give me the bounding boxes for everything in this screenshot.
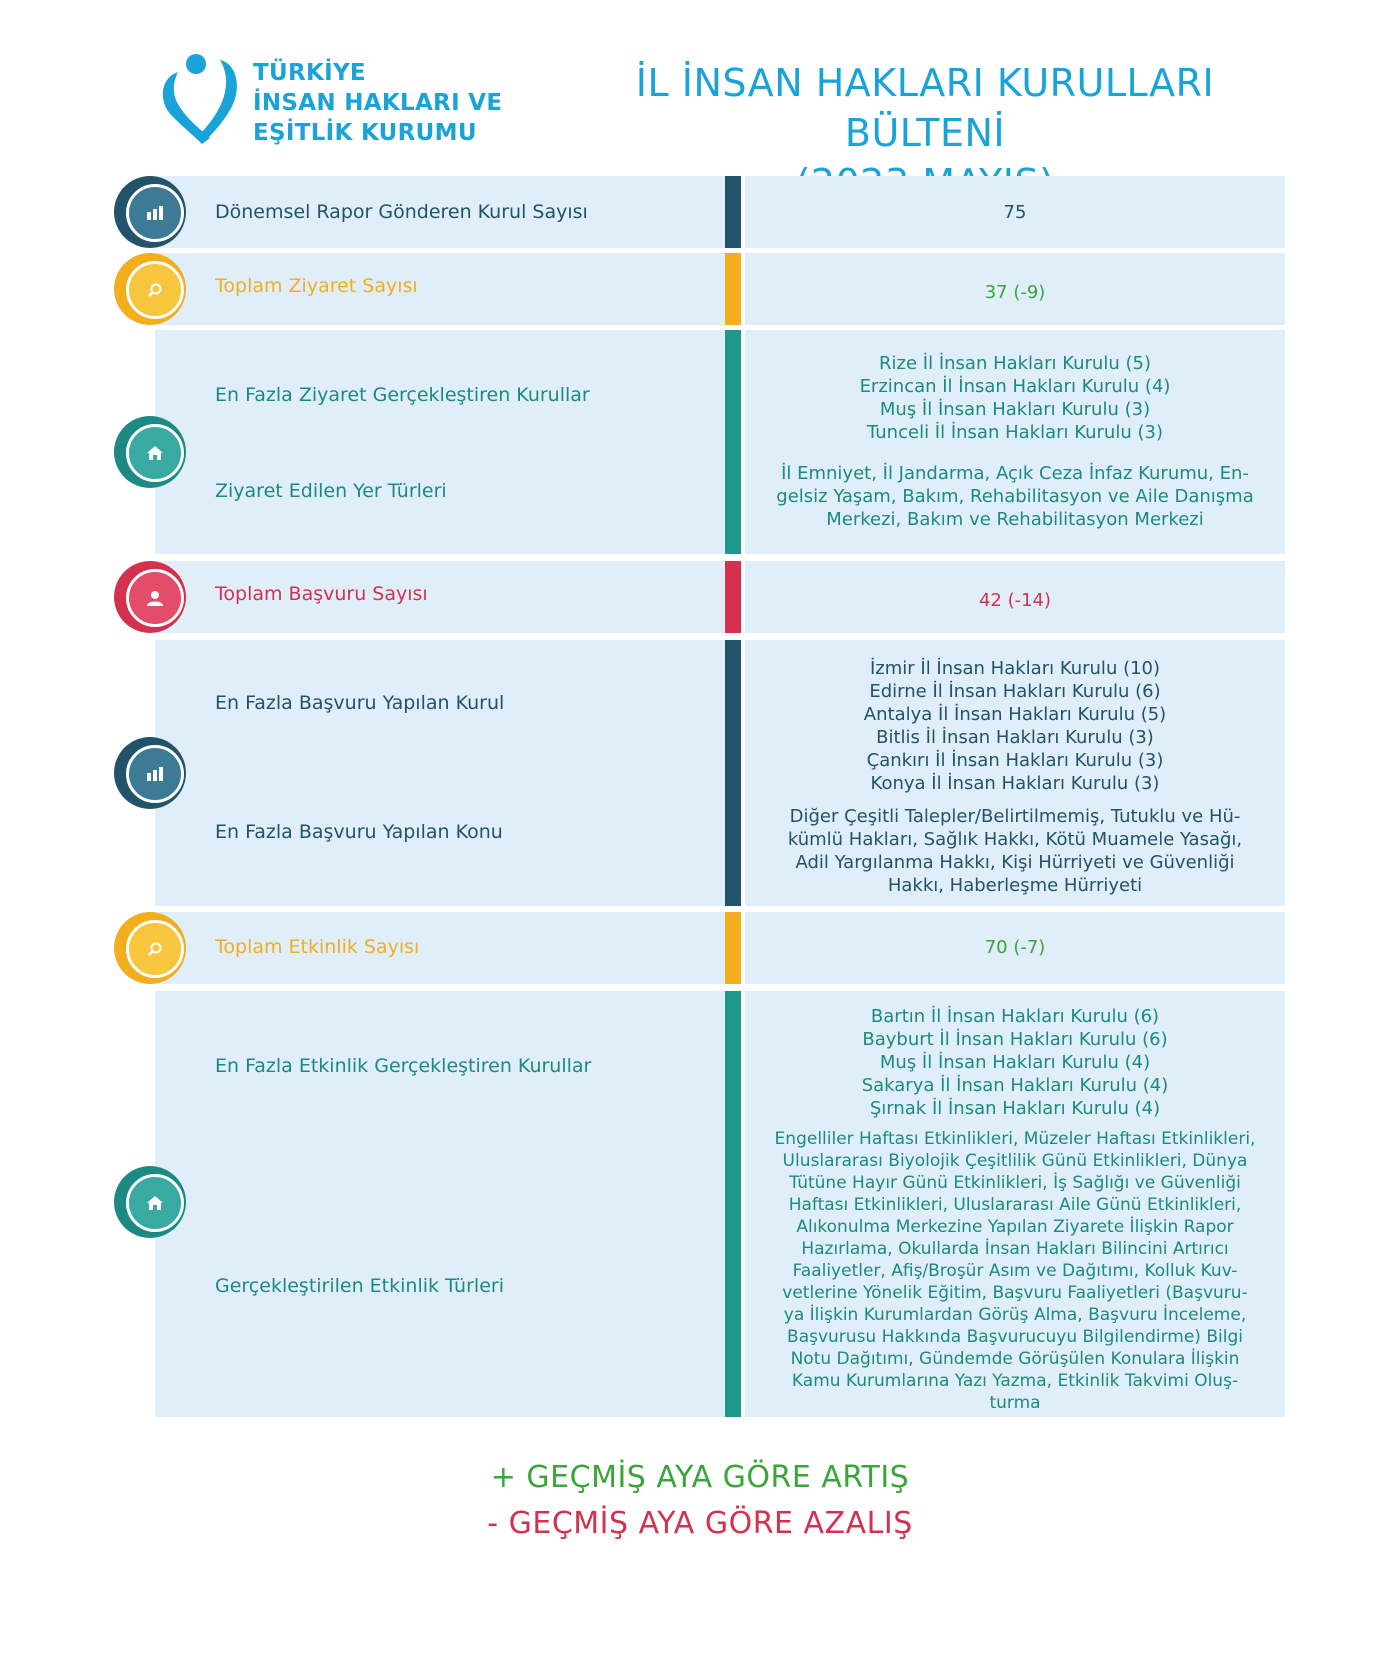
- divider-bar: [725, 330, 741, 554]
- row-value: 75: [1003, 202, 1027, 223]
- search-icon: [114, 253, 186, 325]
- row-label: En Fazla Ziyaret Gerçekleştiren Kurullar: [215, 384, 590, 406]
- value-cell: [745, 561, 1285, 633]
- divider-bar: [725, 253, 741, 325]
- list-item: Muş İl İnsan Hakları Kurulu (4): [879, 1052, 1151, 1073]
- text-line: Uluslararası Biyolojik Çeşitlilik Günü Etkinlikleri, Dünya: [782, 1151, 1248, 1171]
- divider-bar: [725, 176, 741, 248]
- text-line: Faaliyetler, Afiş/Broşür Asım ve Dağıtımı, Kolluk Kuv-: [792, 1261, 1238, 1281]
- value-list: [765, 657, 1265, 795]
- row-label: En Fazla Etkinlik Gerçekleştiren Kurullar: [215, 1055, 592, 1077]
- bar-chart-icon: [114, 737, 186, 809]
- label-cell: [155, 253, 725, 325]
- list-item: Antalya İl İnsan Hakları Kurulu (5): [863, 704, 1167, 725]
- row-activity-total: [155, 912, 1285, 984]
- row-report-count: [155, 176, 1285, 248]
- list-item: Edirne İl İnsan Hakları Kurulu (6): [869, 681, 1161, 702]
- value-cell: [745, 912, 1285, 984]
- logo-line: TÜRKİYE: [253, 60, 366, 86]
- text-line: ya İlişkin Kurumlardan Görüş Alma, Başvuru İnceleme,: [783, 1305, 1247, 1325]
- list-item: Bitlis İl İnsan Hakları Kurulu (3): [876, 727, 1154, 748]
- row-value: 42 (-14): [978, 590, 1052, 611]
- label-cell: [155, 561, 725, 633]
- value-list: [765, 1005, 1265, 1120]
- list-item: Muş İl İnsan Hakları Kurulu (3): [879, 399, 1151, 420]
- row-visit-details: [155, 330, 1285, 554]
- row-label: Gerçekleştirilen Etkinlik Türleri: [215, 1275, 504, 1297]
- text-line: Hakkı, Haberleşme Hürriyeti: [887, 875, 1143, 896]
- user-icon: [114, 561, 186, 633]
- text-line: İl Emniyet, İl Jandarma, Açık Ceza İnfaz Kurumu, En-: [781, 463, 1249, 484]
- row-value: 70 (-7): [984, 937, 1046, 958]
- list-item: Konya İl İnsan Hakları Kurulu (3): [870, 773, 1160, 794]
- logo: [158, 54, 538, 154]
- row-label: En Fazla Başvuru Yapılan Konu: [215, 821, 503, 843]
- text-line: Kamu Kurumlarına Yazı Yazma, Etkinlik Takvimi Oluş-: [791, 1371, 1239, 1391]
- label-cell: [155, 991, 725, 1417]
- heart-logo-icon: [158, 54, 248, 154]
- text-line: kümlü Hakları, Sağlık Hakkı, Kötü Muamele Yasağı,: [787, 829, 1243, 850]
- text-line: Hazırlama, Okullarda İnsan Hakları Bilincini Artırıcı: [801, 1239, 1229, 1259]
- value-list: [765, 352, 1265, 444]
- legend-decrease: - GEÇMİŞ AYA GÖRE AZALIŞ: [487, 1506, 913, 1541]
- text-line: Diğer Çeşitli Talepler/Belirtilmemiş, Tutuklu ve Hü-: [789, 806, 1241, 827]
- row-label: En Fazla Başvuru Yapılan Kurul: [215, 692, 505, 714]
- list-item: İzmir İl İnsan Hakları Kurulu (10): [869, 658, 1161, 679]
- home-icon: [114, 416, 186, 488]
- logo-line: İNSAN HAKLARI VE: [253, 90, 503, 116]
- bar-chart-icon: [114, 176, 186, 248]
- divider-bar: [725, 561, 741, 633]
- text-line: vetlerine Yönelik Eğitim, Başvuru Faaliyetleri (Başvuru-: [782, 1283, 1248, 1303]
- list-item: Tunceli İl İnsan Hakları Kurulu (3): [867, 422, 1163, 443]
- value-paragraph: [765, 1128, 1265, 1414]
- label-cell: [155, 912, 725, 984]
- label-cell: [155, 176, 725, 248]
- text-line: gelsiz Yaşam, Bakım, Rehabilitasyon ve Aile Danışma: [776, 486, 1254, 507]
- text-line: Alıkonulma Merkezine Yapılan Ziyarete İlişkin Rapor: [796, 1217, 1234, 1237]
- divider-bar: [725, 912, 741, 984]
- legend-increase: + GEÇMİŞ AYA GÖRE ARTIŞ: [490, 1460, 910, 1495]
- text-line: Tütüne Hayır Günü Etkinlikleri, İş Sağlığı ve Güvenliği: [789, 1173, 1241, 1193]
- row-label: Toplam Başvuru Sayısı: [215, 583, 428, 605]
- value-cell: [745, 991, 1285, 1417]
- text-line: Başvurusu Hakkında Başvurucuyu Bilgilendirme) Bilgi: [787, 1327, 1243, 1347]
- text-line: Engelliler Haftası Etkinlikleri, Müzeler Haftası Etkinlikleri,: [774, 1129, 1256, 1149]
- row-label: Toplam Ziyaret Sayısı: [215, 275, 418, 297]
- row-label: Ziyaret Edilen Yer Türleri: [215, 480, 447, 502]
- value-paragraph: [765, 462, 1265, 531]
- row-label: Toplam Etkinlik Sayısı: [215, 936, 420, 958]
- list-item: Erzincan İl İnsan Hakları Kurulu (4): [859, 376, 1171, 397]
- row-application-details: [155, 640, 1285, 906]
- row-visit-total: [155, 253, 1285, 325]
- value-cell: [745, 330, 1285, 554]
- value-cell: [745, 640, 1285, 906]
- row-value: 37 (-9): [984, 282, 1046, 303]
- list-item: Bartın İl İnsan Hakları Kurulu (6): [870, 1006, 1160, 1027]
- logo-line: EŞİTLİK KURUMU: [253, 120, 477, 146]
- text-line: Merkezi, Bakım ve Rehabilitasyon Merkezi: [826, 509, 1204, 530]
- divider-bar: [725, 991, 741, 1417]
- text-line: Adil Yargılanma Hakkı, Kişi Hürriyeti ve Güvenliği: [795, 852, 1235, 873]
- search-icon: [114, 912, 186, 984]
- row-label: Dönemsel Rapor Gönderen Kurul Sayısı: [215, 201, 588, 223]
- text-line: Haftası Etkinlikleri, Uluslararası Aile Günü Etkinlikleri,: [788, 1195, 1242, 1215]
- list-item: Rize İl İnsan Hakları Kurulu (5): [879, 353, 1151, 374]
- label-cell: [155, 330, 725, 554]
- label-cell: [155, 640, 725, 906]
- row-application-total: [155, 561, 1285, 633]
- text-line: turma: [989, 1393, 1041, 1413]
- value-cell: [745, 176, 1285, 248]
- divider-bar: [725, 640, 741, 906]
- list-item: Şırnak İl İnsan Hakları Kurulu (4): [869, 1098, 1161, 1119]
- row-activity-details: [155, 991, 1285, 1417]
- value-paragraph: [765, 805, 1265, 897]
- list-item: Bayburt İl İnsan Hakları Kurulu (6): [862, 1029, 1168, 1050]
- home-icon: [114, 1166, 186, 1238]
- text-line: Notu Dağıtımı, Gündemde Görüşülen Konulara İlişkin: [790, 1349, 1240, 1369]
- list-item: Sakarya İl İnsan Hakları Kurulu (4): [861, 1075, 1169, 1096]
- logo-text: [253, 58, 502, 148]
- value-cell: [745, 253, 1285, 325]
- title-line: İL İNSAN HAKLARI KURULLARI BÜLTENİ: [635, 61, 1215, 155]
- list-item: Çankırı İl İnsan Hakları Kurulu (3): [866, 750, 1164, 771]
